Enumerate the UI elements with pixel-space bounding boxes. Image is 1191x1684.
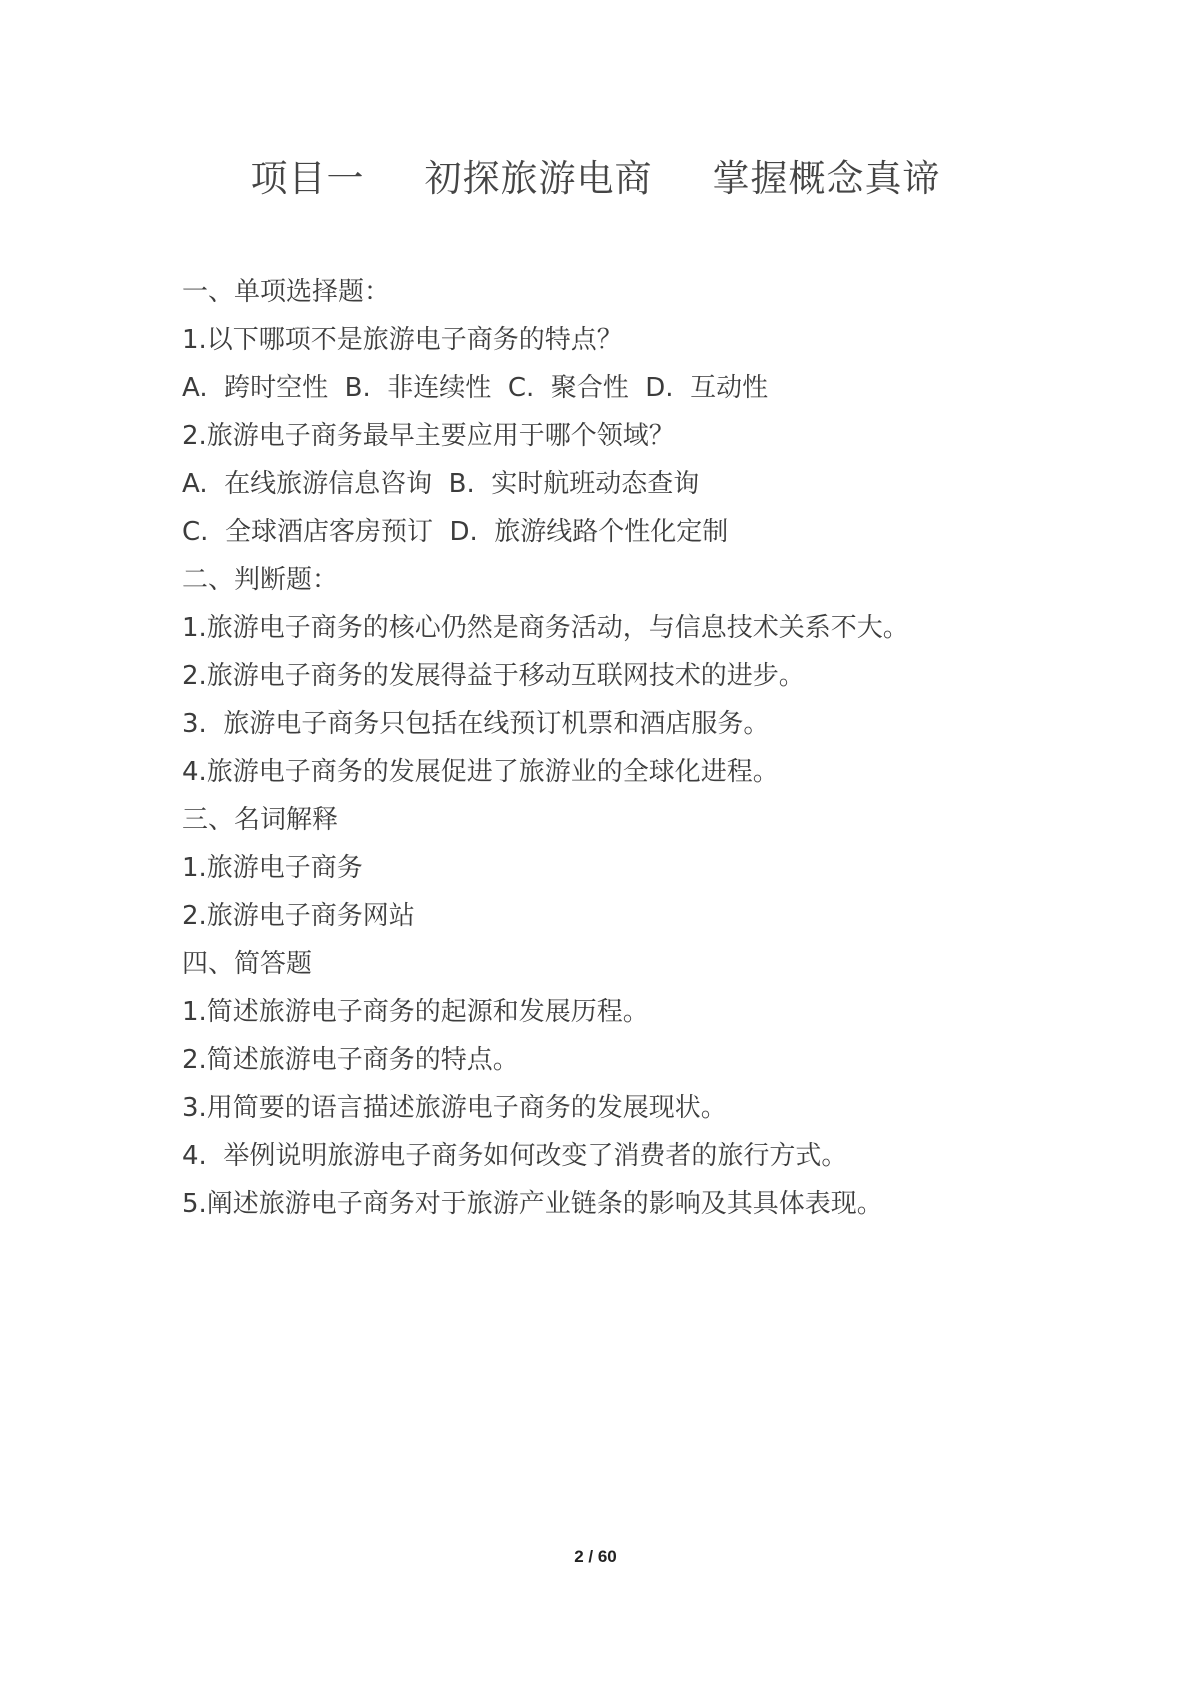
question-line: 4. 举例说明旅游电子商务如何改变了消费者的旅行方式。 [182,1141,848,1171]
title-part-project: 项目一 [250,157,365,200]
title-part-explore: 初探旅游电商 [424,157,653,200]
page-title [0,148,1191,202]
options-line: A. 在线旅游信息咨询 B. 实时航班动态查询 [182,469,700,499]
question-line: 3.用简要的语言描述旅游电子商务的发展现状。 [182,1093,727,1123]
question-line: 2.简述旅游电子商务的特点。 [182,1045,519,1075]
question-line: 4.旅游电子商务的发展促进了旅游业的全球化进程。 [182,757,779,787]
question-line: 1.简述旅游电子商务的起源和发展历程。 [182,997,649,1027]
question-line: 3. 旅游电子商务只包括在线预订机票和酒店服务。 [182,709,770,739]
title-part-concept: 掌握概念真谛 [712,157,941,200]
section-heading-true-false: 二、判断题： [182,565,339,595]
question-line: 2.旅游电子商务最早主要应用于哪个领域？ [182,421,675,451]
exercise-content [182,268,1082,1228]
section-heading-terms: 三、名词解释 [182,805,339,835]
page-number: 2 / 60 [574,1547,617,1566]
options-line: C. 全球酒店客房预订 D. 旅游线路个性化定制 [182,517,729,547]
options-line: A. 跨时空性 B. 非连续性 C. 聚合性 D. 互动性 [182,373,769,403]
question-line: 1.旅游电子商务 [182,853,363,883]
section-heading-short-answer: 四、简答题 [182,949,313,979]
question-line: 1.旅游电子商务的核心仍然是商务活动，与信息技术关系不大。 [182,613,909,643]
question-line: 5.阐述旅游电子商务对于旅游产业链条的影响及其具体表现。 [182,1189,883,1219]
section-heading-single-choice: 一、单项选择题： [182,277,391,307]
question-line: 2.旅游电子商务的发展得益于移动互联网技术的进步。 [182,661,805,691]
question-line: 2.旅游电子商务网站 [182,901,415,931]
question-line: 1.以下哪项不是旅游电子商务的特点？ [182,325,623,355]
